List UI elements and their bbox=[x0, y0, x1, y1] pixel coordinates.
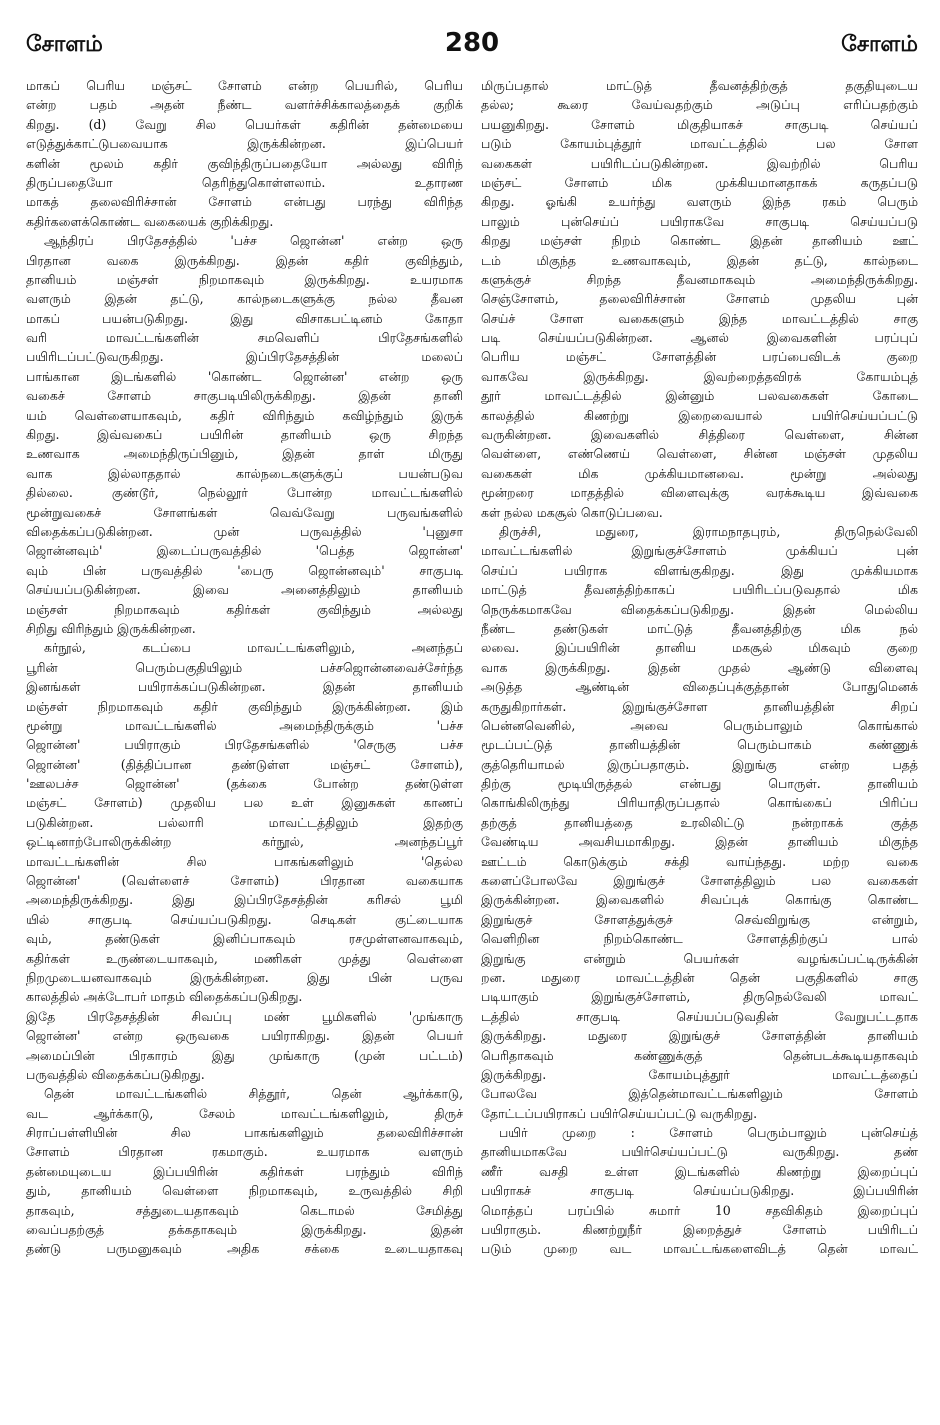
text-line: மஞ்சள் நிறமாகவும் கதிர்கள் குவிந்தும் அல்லது bbox=[26, 601, 463, 617]
text-line: தல்ல; கூரை வேய்வதற்கும் அடுப்பு எரிப்பதற்கும் bbox=[481, 97, 918, 113]
text-line: இறுங்கு என்றும் பெயர்கள் வழங்கப்பட்டிருக்கின் bbox=[481, 950, 918, 966]
text-line: ஆந்திரப் பிரதேசத்தில் 'பச்ச ஜொன்ன' என்ற ஒரு bbox=[44, 233, 463, 249]
text-line: டம் மிகுந்த உணவாகவும், இதன் தட்டு, கால்நடை bbox=[481, 252, 918, 268]
text-line: வரி மாவட்டங்களின் சமவெளிப் பிரதேசங்களில் bbox=[26, 330, 463, 346]
text-line: திற்கு மூடியிருத்தல் என்பது பொருள். தானியம் bbox=[481, 776, 918, 792]
text-line: இருக்கிறது. மதுரை இறுங்குச் சோளத்தின் தானியம் bbox=[481, 1028, 918, 1044]
text-line: நீண்ட தண்டுகள் மாட்டுத் தீவனத்திற்கு மிக நல் bbox=[481, 620, 918, 636]
text-line: வகைச் சோளம் சாகுபடியிலிருக்கிறது. இதன் தானி bbox=[26, 388, 463, 404]
text-line: தென் மாவட்டங்களில் சித்தூர், தென் ஆர்க்காடு, bbox=[44, 1086, 463, 1102]
text-line: வேண்டிய அவசியமாகிறது. இதன் தானியம் மிகுந்த bbox=[481, 834, 918, 850]
text-line: படியாகும் இறுங்குச்சோளம், திருநெல்வேலி மாவட் bbox=[481, 989, 918, 1005]
text-line: வும் பின் பருவத்தில் 'பைரு ஜொன்னவும்' சாகுபடி bbox=[26, 562, 463, 578]
text-line: கதிர்களைக்கொண்ட வகையைக் குறிக்கிறது. bbox=[26, 213, 274, 229]
text-line: விதைக்கப்படுகின்றன. முன் பருவத்தில் 'புனுசா bbox=[26, 523, 463, 539]
text-line: அடுத்த ஆண்டின் விதைப்புக்குத்தான் போதுமெனக் bbox=[481, 679, 918, 695]
text-line: களுக்குச் சிறந்த தீவனமாகவும் அமைந்திருக்கிறது. bbox=[481, 271, 918, 287]
text-line: வெள்ளை, எண்ணெய் வெள்ளை, சின்ன மஞ்சள் முதலிய bbox=[481, 446, 918, 462]
text-line: உணவாக அமைந்திருப்பினும், இதன் தாள் மிருது bbox=[26, 446, 463, 462]
text-line: தாகவும், சத்துடையதாகவும் கெடாமல் சேமித்து bbox=[26, 1202, 463, 1218]
text-line: பயிர் முறை : சோளம் பெரும்பாலும் புன்செய்த் bbox=[499, 1125, 918, 1141]
text-line: இதே பிரதேசத்தின் சிவப்பு மண் பூமிகளில் 'முங்காரு bbox=[26, 1008, 463, 1024]
text-line: யில் சாகுபடி செய்யப்படுகிறது. செடிகள் குட்டையாக bbox=[26, 911, 463, 927]
text-line: கிறது. ஓங்கி உயர்ந்து வளரும் இந்த ரகம் பெரும் bbox=[481, 194, 918, 210]
text-line: வருகின்றன. இவைகளில் சித்திரை வெள்ளை, சின்ன bbox=[481, 427, 918, 443]
page-header bbox=[26, 28, 918, 76]
text-line: பெரிய மஞ்சட் சோளத்தின் பரப்பைவிடக் குறை bbox=[481, 349, 918, 365]
text-line: கதிர்கள் உருண்டையாகவும், மணிகள் முத்து வெள்ளை bbox=[26, 950, 463, 966]
text-line: போலவே இத்தென்மாவட்டங்களிலும் சோளம் bbox=[481, 1086, 918, 1102]
text-line: இறுங்குச் சோளத்துக்குச் செவ்விறுங்கு என்றும், bbox=[481, 911, 918, 927]
text-line: ஊட்டம் கொடுக்கும் சக்தி வாய்ந்தது. மற்ற வகை bbox=[481, 853, 918, 869]
text-line: தும், தானியம் வெள்ளை நிறமாகவும், உருவத்தில் சிறி bbox=[26, 1183, 463, 1199]
text-line: பயிராகும். கிணற்றுநீர் இறைத்துச் சோளம் பயிரிடப் bbox=[481, 1222, 918, 1238]
header-left-word: சோளம் bbox=[26, 32, 103, 57]
text-line: என்ற பதம் அதன் நீண்ட வளர்ச்சிக்காலத்தைக் குறிக் bbox=[26, 97, 463, 113]
text-line: நிறமுடையனவாகவும் இருக்கின்றன. இது பின் பருவ bbox=[26, 969, 463, 985]
text-line: பிரதான வகை இருக்கிறது. இதன் கதிர் குவிந்தும், bbox=[26, 252, 463, 268]
text-line: காலத்தில் கிணற்று இறைவையால் பயிர்செய்யப்பட்டு bbox=[481, 407, 918, 423]
text-line: அமைப்பின் பிரகாரம் இது முங்காரு (முன் பட்டம்) bbox=[26, 1047, 463, 1063]
text-line: வாக இருக்கிறது. இதன் முதல் ஆண்டு விளைவு bbox=[481, 659, 918, 675]
text-line: நெருக்கமாகவே விதைக்கப்படுகிறது. இதன் மெல்லிய bbox=[481, 601, 918, 617]
text-line: இருக்கிறது. கோயம்புத்தூர் மாவட்டத்தைப் bbox=[481, 1066, 918, 1082]
text-line: தோட்டப்பயிராகப் பயிர்செய்யப்பட்டு வருகிறது. bbox=[481, 1105, 758, 1121]
text-line: குத்தெரியாமல் இருப்பதாகும். இறுங்கு என்ற பதத் bbox=[481, 756, 918, 772]
text-line: திருச்சி, மதுரை, இராமநாதபுரம், திருநெல்வேலி bbox=[499, 523, 918, 539]
text-line: களின் மூலம் கதிர் குவிந்திருப்பதையோ அல்லது விரிந் bbox=[26, 155, 463, 171]
text-line: மஞ்சட் சோளம்) முதலிய பல உள் இனுசுகள் காணப் bbox=[26, 795, 463, 811]
text-line: பயிரிடப்பட்டுவருகிறது. இப்பிரதேசத்தின் மலைப் bbox=[26, 349, 463, 365]
text-line: செஞ்சோளம், தலைவிரிச்சான் சோளம் முதலிய புன் bbox=[481, 291, 918, 307]
text-line: எடுத்துக்காட்டுபவையாக இருக்கின்றன. இப்பெயர் bbox=[26, 136, 463, 152]
text-line: மாவட்டங்களில் இறுங்குச்சோளம் முக்கியப் புன் bbox=[481, 543, 918, 559]
text-line: யம் வெள்ளையாகவும், கதிர் விரிந்தும் கவிழ்ந்தும் இருக் bbox=[26, 407, 463, 423]
text-line: தன்மையுடைய இப்பயிரின் கதிர்கள் பரந்தும் விரிந் bbox=[26, 1163, 463, 1179]
text-line: டத்தில் சாகுபடி செய்யப்படுவதின் வேறுபட்டதாக bbox=[481, 1008, 918, 1024]
text-line: பூரின் பெரும்பகுதியிலும் பச்சஜொன்னவைச்சேர்ந்த bbox=[26, 659, 463, 675]
text-line: தூர் மாவட்டத்தில் இன்னும் பலவகைகள் கோடை bbox=[481, 388, 918, 404]
text-columns bbox=[26, 76, 918, 1406]
text-line: காலத்தில் அக்டோபர் மாதம் விதைக்கப்படுகிறது. bbox=[26, 989, 303, 1005]
text-line: வெளிறின நிறம்கொண்ட சோளத்திற்குப் பால் bbox=[481, 931, 918, 947]
text-line: கொங்கிலிருந்து பிரியாதிருப்பதால் கொங்கைப் பிரிப்ப bbox=[481, 795, 918, 811]
text-line: பெரிதாகவும் கண்ணுக்குத் தென்படக்கூடியதாகவும் bbox=[481, 1047, 918, 1063]
text-line: சிறிது விரிந்தும் இருக்கின்றன. bbox=[26, 620, 196, 636]
text-line: படி செய்யப்படுகின்றன. ஆனல் இவைகளின் பரப்புப் bbox=[481, 330, 918, 346]
left-column bbox=[26, 76, 463, 1406]
text-line: மொத்தப் பரப்பில் சுமார் 10 சதவிகிதம் இறைப்புப் bbox=[481, 1202, 918, 1218]
text-line: படுகின்றன. பல்லாரி மாவட்டத்திலும் இதற்கு bbox=[26, 814, 463, 830]
text-line: வாகவே இருக்கிறது. இவற்றைத்தவிரக் கோயம்புத் bbox=[481, 368, 918, 384]
text-line: மாகத் தலைவிரிச்சான் சோளம் என்பது பரந்து விரிந்த bbox=[26, 194, 463, 210]
text-line: மாகப் பயன்படுகிறது. இது விசாகபட்டினம் கோதா bbox=[26, 310, 463, 326]
text-line: ஜொன்னவும்' இடைப்பருவத்தில் 'பெத்த ஜொன்ன' bbox=[26, 543, 463, 559]
text-line: கள் நல்ல மகசூல் கொடுப்பவை. bbox=[481, 504, 663, 520]
text-line: இனங்கள் பயிராக்கப்படுகின்றன. இதன் தானியம் bbox=[26, 679, 463, 695]
text-line: பென்னவெனில், அவை பெரும்பாலும் கொங்கால் bbox=[481, 717, 918, 733]
text-line: மஞ்சட் சோளம் மிக முக்கியமானதாகக் கருதப்படு bbox=[481, 174, 918, 190]
text-line: 'ஊலபச்ச ஜொன்ன' (தக்கை போன்ற தண்டுள்ள bbox=[26, 776, 463, 792]
text-line: மாவட்டங்களின் சில பாகங்களிலும் 'தெல்ல bbox=[26, 853, 463, 869]
text-line: தானியமாகவே பயிர்செய்யப்பட்டு வருகிறது. தண் bbox=[481, 1144, 918, 1160]
text-line: செய்யப்படுகின்றன. இவை அனைத்திலும் தானியம் bbox=[26, 582, 463, 598]
text-line: கர்நூல், கடப்பை மாவட்டங்களிலும், அனந்தப் bbox=[44, 640, 463, 656]
text-line: ஜொன்ன' என்ற ஒருவகை பயிராகிறது. இதன் பெயர் bbox=[26, 1028, 463, 1044]
text-line: வட ஆர்க்காடு, சேலம் மாவட்டங்களிலும், திருச் bbox=[26, 1105, 463, 1121]
text-line: மூன்று மாவட்டங்களில் அமைந்திருக்கும் 'பச்ச bbox=[26, 717, 463, 733]
text-line: வைப்பதற்குத் தக்கதாகவும் இருக்கிறது. இதன் bbox=[26, 1222, 463, 1238]
text-line: படும் முறை வட மாவட்டங்களைவிடத் தென் மாவட் bbox=[481, 1241, 918, 1257]
text-line: ணீர் வசதி உள்ள இடங்களில் கிணற்று இறைப்புப் bbox=[481, 1163, 918, 1179]
page-number: 280 bbox=[444, 28, 500, 58]
text-line: களைப்போலவே இறுங்குச் சோளத்திலும் பல வகைகள் bbox=[481, 873, 918, 889]
text-line: வும், தண்டுகள் இனிப்பாகவும் ரசமுள்ளனவாகவும், bbox=[26, 931, 463, 947]
text-line: தண்டு பருமனுகவும் அதிக சக்கை உடையதாகவு bbox=[26, 1241, 463, 1257]
text-line: பருவத்தில் விதைக்கப்படுகிறது. bbox=[26, 1066, 205, 1082]
text-line: றன. மதுரை மாவட்டத்தின் தென் பகுதிகளில் சாகு bbox=[481, 969, 918, 985]
text-line: செய்ச் சோள வகைகளும் இந்த மாவட்டத்தில் சாகு bbox=[481, 310, 918, 326]
text-line: வகைகள் பயிரிடப்படுகின்றன. இவற்றில் பெரிய bbox=[481, 155, 918, 171]
text-line: மாகப் பெரிய மஞ்சட் சோளம் என்ற பெயரில், பெரிய bbox=[26, 78, 463, 93]
text-line: தானியம் மஞ்சள் நிறமாகவும் இருக்கிறது. உயரமாக bbox=[26, 271, 463, 287]
text-line: மஞ்சள் நிறமாகவும் கதிர் குவிந்தும் இருக்கின்றன. இம் bbox=[26, 698, 463, 714]
right-column bbox=[481, 76, 918, 1406]
text-line: ஜொன்ன' (தித்திப்பான தண்டுள்ள மஞ்சட் சோளம்), bbox=[26, 756, 463, 772]
text-line: கிறது. இவ்வகைப் பயிரின் தானியம் ஒரு சிறந்த bbox=[26, 427, 463, 443]
text-line: மூன்றுவகைச் சோளங்கள் வெவ்வேறு பருவங்களில் bbox=[26, 504, 463, 520]
text-line: இருக்கின்றன. இவைகளில் சிவப்புக் கொங்கு கொண்ட bbox=[481, 892, 918, 908]
text-line: ஒட்டினாற்போலிருக்கின்ற கர்நூல், அனந்தப்பூர் bbox=[26, 834, 463, 850]
text-line: பயிராகச் சாகுபடி செய்யப்படுகிறது. இப்பயிரின் bbox=[481, 1183, 918, 1199]
text-line: பாங்கான இடங்களில் 'கொண்ட ஜொன்ன' என்ற ஒரு bbox=[26, 368, 463, 384]
text-line: கருதுகிறார்கள். இறுங்குச்சோள தானியத்தின் சிறப் bbox=[481, 698, 918, 714]
text-line: லவை. இப்பயிரின் தானிய மகசூல் மிகவும் குறை bbox=[481, 640, 918, 656]
text-line: சிராப்பள்ளியின் சில பாகங்களிலும் தலைவிரிச்சான் bbox=[26, 1125, 463, 1141]
text-line: அமைந்திருக்கிறது. இது இப்பிரதேசத்தின் கரிசல் பூமி bbox=[26, 892, 463, 908]
text-line: தற்குத் தானியத்தை உரலிலிட்டு நன்றாகக் குத்த bbox=[481, 814, 918, 830]
text-line: ஜொன்ன' (வெள்ளைச் சோளம்) பிரதான வகையாக bbox=[26, 873, 463, 889]
text-line: திருப்பதையோ தெரிந்துகொள்ளலாம். உதாரண bbox=[26, 174, 463, 190]
text-line: வளரும் இதன் தட்டு, கால்நடைகளுக்கு நல்ல தீவன bbox=[26, 291, 463, 307]
text-line: ஜொன்ன' பயிராகும் பிரதேசங்களில் 'செருகு பச்ச bbox=[26, 737, 463, 753]
text-line: தில்லை. குண்டூர், நெல்லூர் போன்ற மாவட்டங்களில் bbox=[26, 485, 463, 501]
text-line: வாக இல்லாததால் கால்நடைகளுக்குப் பயன்படுவ bbox=[26, 465, 463, 481]
text-line: கிறது. (d) வேறு சில பெயர்கள் கதிரின் தன்மையை bbox=[26, 116, 463, 132]
text-line: பயனுகிறது. சோளம் மிகுதியாகச் சாகுபடி செய்யப் bbox=[481, 116, 918, 132]
text-line: மூடப்பட்டுத் தானியத்தின் பெரும்பாகம் கண்ணுக் bbox=[481, 737, 918, 753]
text-line: மிருப்பதால் மாட்டுத் தீவனத்திற்குத் தகுதியுடைய bbox=[481, 78, 918, 93]
text-line: கிறது மஞ்சள் நிறம் கொண்ட இதன் தானியம் ஊட் bbox=[481, 233, 918, 249]
text-line: படும் கோயம்புத்தூர் மாவட்டத்தில் பல சோள bbox=[481, 136, 918, 152]
text-line: மூன்றரை மாதத்தில் விளைவுக்கு வரக்கூடிய இவ்வகை bbox=[481, 485, 918, 501]
text-line: மாட்டுத் தீவனத்திற்காகப் பயிரிடப்படுவதால் மிக bbox=[481, 582, 918, 598]
text-line: பாலும் புன்செய்ப் பயிராகவே சாகுபடி செய்யப்படு bbox=[481, 213, 918, 229]
text-line: சோளம் பிரதான ரகமாகும். உயரமாக வளரும் bbox=[26, 1144, 463, 1160]
text-line: செய்ப் பயிராக விளங்குகிறது. இது முக்கியமாக bbox=[481, 562, 918, 578]
text-line: வகைகள் மிக முக்கியமானவை. மூன்று அல்லது bbox=[481, 465, 918, 481]
header-right-word: சோளம் bbox=[841, 32, 918, 57]
